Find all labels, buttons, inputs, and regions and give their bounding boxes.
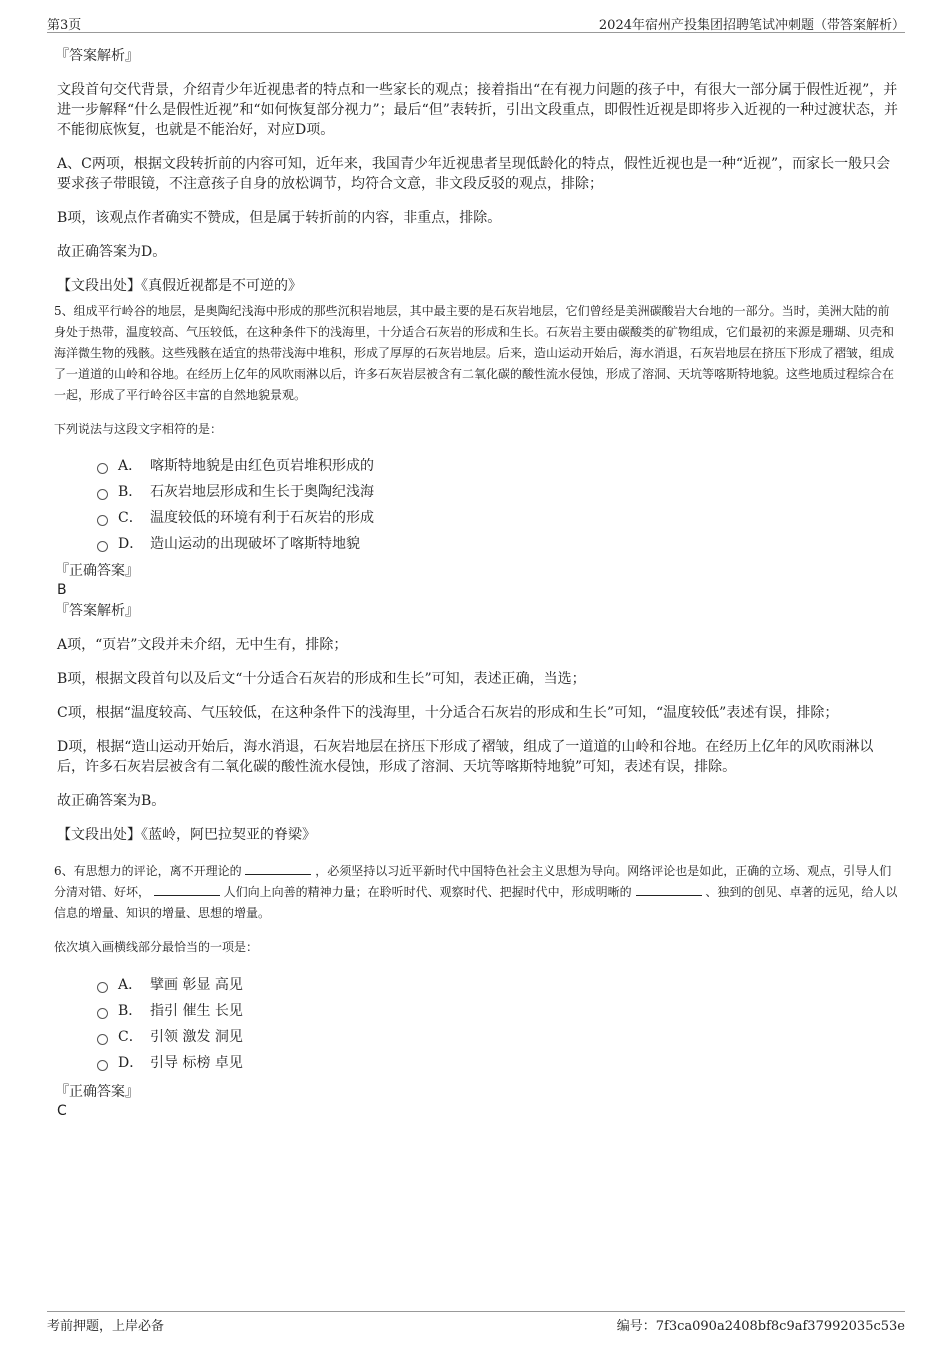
q6-correct-answer: C xyxy=(57,1103,67,1119)
q5-analysis-b: B项，根据文段首句以及后文“十分适合石灰岩的形成和生长”可知，表述正确，当选； xyxy=(57,671,586,687)
radio-icon[interactable] xyxy=(97,541,108,552)
q5-prompt: 下列说法与这段文字相符的是： xyxy=(54,422,223,436)
page-footer xyxy=(47,1311,905,1334)
q5-analysis-label: 『答案解析』 xyxy=(55,603,139,619)
q4-analysis-paragraph: B项，该观点作者确实不赞成，但是属于转折前的内容，非重点，排除。 xyxy=(57,210,502,226)
q4-analysis-paragraph: 文段首句交代背景，介绍青少年近视患者的特点和一些家长的观点；接着指出“在有视力问题的孩子中，有很大一部分属于假性近视”，并进一步解释“什么是假性近视”和“如何恢复部分视力”；最后“但”表转折，引出文段重点，即假性近视是即将步入近视的一种过渡状态，并不能彻底恢复，也就是不能治好，对应D项。 xyxy=(57,82,898,138)
q4-analysis-paragraph: A、C两项，根据文段转折前的内容可知，近年来，我国青少年近视患者呈现低龄化的特点，假性近视也是一种“近视”，而家长一般只会要求孩子带眼镜，不注意孩子自身的放松调节，均符合文意，非文段反驳的观点，排除； xyxy=(57,156,891,192)
radio-icon[interactable] xyxy=(97,515,108,526)
radio-icon[interactable] xyxy=(97,1060,108,1071)
page-content xyxy=(54,46,899,1120)
page-header xyxy=(47,12,905,33)
radio-icon[interactable] xyxy=(97,982,108,993)
q5-option-c[interactable]: C． 温度较低的环境有利于石灰岩的形成 xyxy=(97,505,899,531)
q5-source: 【文段出处】《蓝岭，阿巴拉契亚的脊梁》 xyxy=(57,827,316,843)
q5-correct-answer: B xyxy=(57,582,67,598)
fill-blank-2 xyxy=(154,883,220,896)
q6-option-a[interactable]: A． 擘画 彰显 高见 xyxy=(97,972,899,998)
q5-analysis-d: D项，根据“造山运动开始后，海水消退，石灰岩地层在挤压下形成了褶皱，组成了一道道的山岭和谷地。在经历上亿年的风吹雨淋以后，许多石灰岩层被含有二氧化碳的酸性流水侵蚀，形成了溶洞、天坑等喀斯特地貌”可知，表述有误，排除。 xyxy=(57,739,874,775)
q5-stem: 5、组成平行岭谷的地层，是奥陶纪浅海中形成的那些沉积岩地层，其中最主要的是石灰岩地层，它们曾经是美洲碳酸岩大台地的一部分。当时，美洲大陆的前身处于热带，温度较高、气压较低，在这种条件下的浅海里，十分适合石灰岩的形成和生长。石灰岩主要由碳酸类的矿物组成，它们最初的来源是珊瑚、贝壳和海洋微生物的残骸。这些残骸在适宜的热带浅海中堆积，形成了厚厚的石灰岩地层。后来，造山运动开始后，海水消退，石灰岩地层在挤压下形成了褶皱，组成了一道道的山岭和谷地。在经历上亿年的风吹雨淋以后，许多石灰岩层被含有二氧化碳的酸性流水侵蚀，形成了溶洞、天坑等喀斯特地貌。这些地质过程综合在一起，形成了平行岭谷区丰富的自然地貌景观。 xyxy=(54,304,895,402)
q6-correct-label: 『正确答案』 xyxy=(55,1084,139,1100)
q5-option-a[interactable]: A． 喀斯特地貌是由红色页岩堆积形成的 xyxy=(97,453,899,479)
q5-analysis-c: C项，根据“温度较高、气压较低，在这种条件下的浅海里，十分适合石灰岩的形成和生长”可知，“温度较低”表述有误，排除； xyxy=(57,705,839,721)
q5-analysis-conclusion: 故正确答案为B。 xyxy=(57,793,166,809)
q6-option-b[interactable]: B． 指引 催生 长见 xyxy=(97,998,899,1024)
q4-analysis-label: 『答案解析』 xyxy=(55,48,139,64)
q5-option-b[interactable]: B． 石灰岩地层形成和生长于奥陶纪浅海 xyxy=(97,479,899,505)
q4-source: 【文段出处】《真假近视都是不可逆的》 xyxy=(57,278,302,294)
fill-blank-1 xyxy=(245,862,311,875)
q6-options xyxy=(97,972,899,1076)
radio-icon[interactable] xyxy=(97,1034,108,1045)
radio-icon[interactable] xyxy=(97,489,108,500)
radio-icon[interactable] xyxy=(97,463,108,474)
q5-correct-label: 『正确答案』 xyxy=(55,563,139,579)
document-id: 编号：7f3ca090a2408bf8c9af37992035c53e xyxy=(616,1319,905,1334)
radio-icon[interactable] xyxy=(97,1008,108,1019)
q4-analysis-conclusion: 故正确答案为D。 xyxy=(57,244,167,260)
page-number: 第3页 xyxy=(47,18,82,33)
q5-analysis-a: A项，“页岩”文段并未介绍，无中生有，排除； xyxy=(57,637,348,653)
q5-options xyxy=(97,453,899,557)
q6-stem: 6、有思想力的评论，离不开理论的 ，必须坚持以习近平新时代中国特色社会主义思想为导向。网络评论也是如此，正确的立场、观点，引导人们分清对错、好坏， 人们向上向善的精神力量；在聆听时代、观察时代、把握时代中，形成明晰的 、独到的创见、卓著的远见，给人以信息的增量、知识的增量、思想的增量。 xyxy=(54,864,898,920)
q6-prompt: 依次填入画横线部分最恰当的一项是： xyxy=(54,940,259,954)
document-title: 2024年宿州产投集团招聘笔试冲刺题（带答案解析） xyxy=(598,18,905,33)
fill-blank-3 xyxy=(636,883,702,896)
q6-option-c[interactable]: C． 引领 激发 洞见 xyxy=(97,1024,899,1050)
footer-slogan: 考前押题，上岸必备 xyxy=(47,1319,165,1334)
q6-option-d[interactable]: D． 引导 标榜 卓见 xyxy=(97,1050,899,1076)
q5-option-d[interactable]: D． 造山运动的出现破坏了喀斯特地貌 xyxy=(97,531,899,557)
